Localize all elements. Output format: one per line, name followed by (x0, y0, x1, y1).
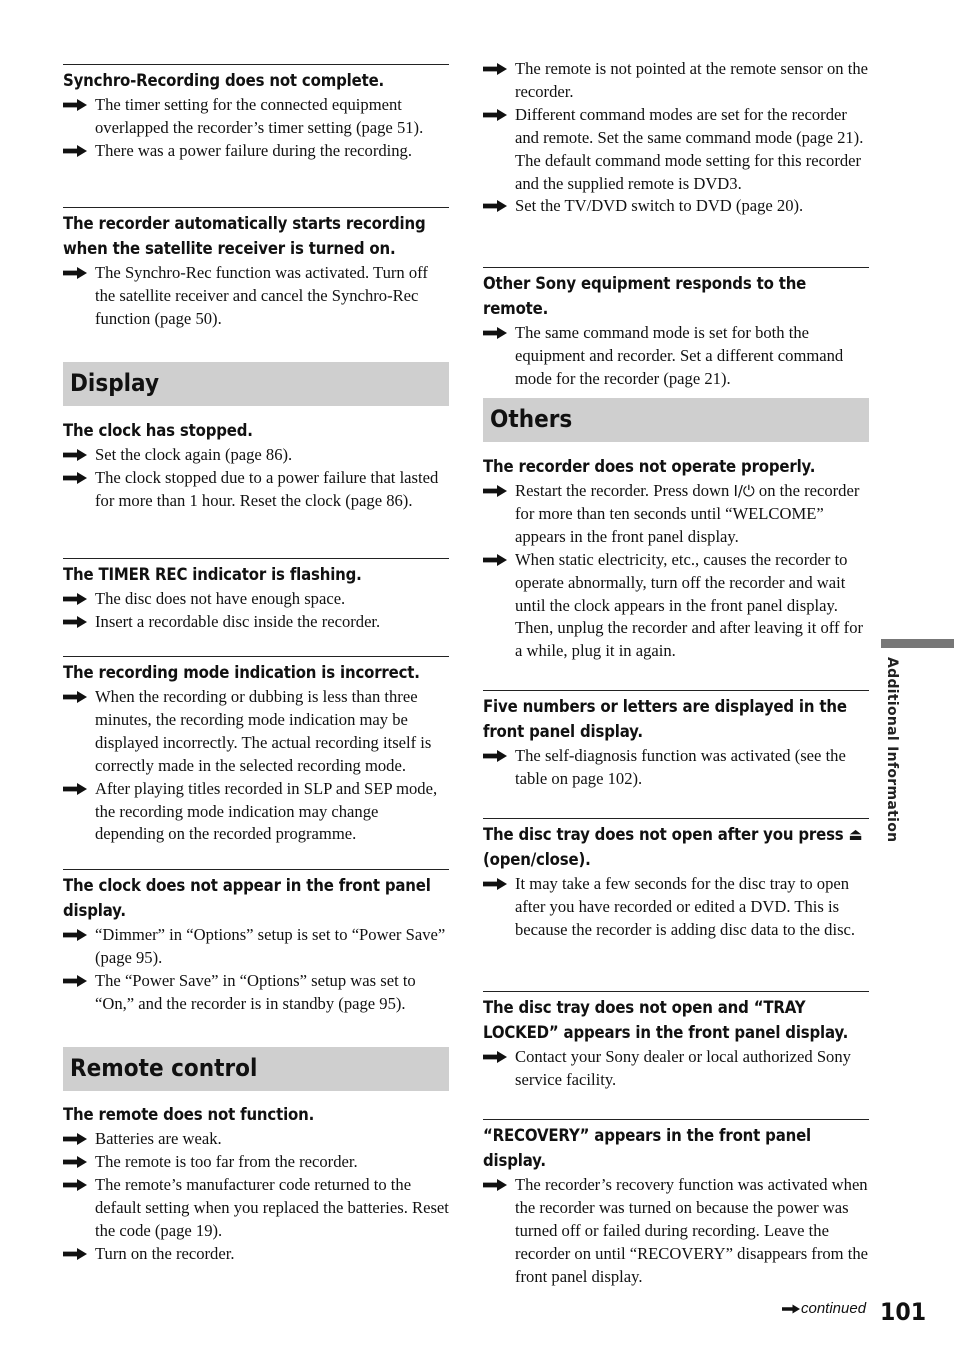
question-text: (open/close). (483, 850, 591, 870)
arrow-icon (63, 1133, 87, 1145)
topic-question: The remote does not function. (63, 1105, 315, 1125)
answer-item (63, 1128, 449, 1151)
answer-item (483, 1046, 869, 1092)
answer-text: When the recording or dubbing is less than three minutes, the recording mode indication may be displayed incorrectly. The actual recording itself is correctly made in the selected recording mode. (95, 687, 432, 775)
topic-question: Synchro-Recording does not complete. (63, 71, 385, 91)
answer-item (63, 1151, 449, 1174)
answer-text: Contact your Sony dealer or local authorized Sony service facility. (515, 1047, 851, 1089)
topic-question: The clock does not appear in the front panel display. (63, 876, 431, 921)
arrow-icon (63, 1179, 87, 1191)
answer-text: When static electricity, etc., causes the recorder to operate abnormally, turn off the recorder and wait until the clock appears in the front panel display. Then, unplug the recorder and after leaving it off for a while, plug it in again. (515, 549, 864, 661)
topic-question: The recording mode indication is incorrect. (63, 663, 420, 683)
answer-text: The “Power Save” in “Options” setup was set to “On,” and the recorder is in standby (page 95). (95, 970, 416, 1013)
topic-question: The disc tray does not open and “TRAY LOCKED” appears in the front panel display. (483, 998, 849, 1043)
answer-item (63, 1174, 449, 1243)
answer-text: The recorder’s recovery function was activated when the recorder was turned on because the power was turned off or failed during recording. Leave the recorder on until “RECOVERY” disappears from the front panel display. (515, 1175, 868, 1286)
section-title: Display (70, 369, 160, 397)
topic-remote-continued (483, 58, 869, 218)
answer-text: “Dimmer” in “Options” setup is set to “Power Save” (page 95). (95, 925, 446, 967)
arrow-icon (63, 145, 87, 157)
side-tab-label: Additional Information (884, 657, 900, 843)
topic-question (483, 823, 867, 873)
power-icon: I/⏻ (733, 482, 755, 500)
continued-text: continued (801, 1300, 867, 1317)
answer-item (63, 611, 449, 634)
side-tab-marker (881, 639, 954, 648)
section-header-others (483, 398, 869, 442)
answer-item (63, 686, 449, 778)
answer-item (63, 262, 449, 331)
answer-text: It may take a few seconds for the disc tray to open after you have recorded or edited a DVD. This is because the recorder is adding disc data to the disc. (515, 874, 856, 939)
answer-item (483, 549, 869, 664)
arrow-icon (483, 1051, 507, 1063)
page-number: 101 (880, 1298, 927, 1326)
answer-text: The remote’s manufacturer code returned to the default setting when you replaced the batteries. Reset the code (page 19). (95, 1174, 449, 1240)
answer-text: Batteries are weak. (95, 1129, 222, 1148)
topic-recording-mode (63, 656, 449, 846)
answer-item (483, 58, 869, 104)
answer-item (63, 1243, 449, 1266)
answer-text: Set the TV/DVD switch to DVD (page 20). (515, 196, 804, 216)
topic-question: The TIMER REC indicator is flashing. (63, 565, 362, 585)
answer-item (483, 873, 869, 942)
answer-text: The self-diagnosis function was activated (see the table on page 102). (515, 746, 846, 788)
answer-item (483, 480, 869, 549)
answer-item (63, 140, 449, 163)
answer-text: The disc does not have enough space. (95, 589, 346, 608)
topic-question: The clock has stopped. (63, 421, 253, 441)
arrow-icon (63, 975, 87, 987)
topic-remote-not-function (63, 1103, 449, 1265)
arrow-icon (63, 593, 87, 605)
arrow-icon (483, 109, 507, 121)
arrow-icon (483, 554, 507, 566)
arrow-icon (63, 691, 87, 703)
answer-text: Turn on the recorder. (95, 1243, 235, 1263)
topic-question: The recorder does not operate properly. (483, 457, 816, 477)
arrow-icon (483, 327, 507, 339)
topic-tray-locked (483, 991, 869, 1092)
arrow-icon (63, 99, 87, 111)
continued-note (782, 1300, 866, 1317)
answer-item (483, 195, 869, 218)
answer-text: on the recorder for more than ten seconds until “WELCOME” appears in the front panel display. (515, 481, 860, 546)
section-header-display (63, 362, 449, 406)
arrow-icon (483, 63, 507, 75)
topic-tray-not-open (483, 818, 869, 942)
answer-item (63, 924, 449, 970)
arrow-icon (63, 472, 87, 484)
topic-question: Five numbers or letters are displayed in the front panel display. (483, 697, 847, 742)
answer-text: The clock stopped due to a power failure that lasted for more than 1 hour. Reset the clock (page 86). (95, 467, 439, 510)
question-text: The disc tray does not open after you press (483, 825, 849, 845)
arrow-icon (782, 1304, 800, 1314)
arrow-icon (63, 929, 87, 941)
arrow-icon (483, 200, 507, 212)
arrow-icon (483, 878, 507, 890)
topic-clock-stopped (63, 419, 449, 513)
arrow-icon (63, 449, 87, 461)
answer-text: After playing titles recorded in SLP and SEP mode, the recording mode indication may change depending on the recorded programme. (95, 778, 438, 844)
answer-item (63, 444, 449, 467)
arrow-icon (63, 267, 87, 279)
answer-item (483, 322, 869, 391)
answer-item (483, 104, 869, 196)
answer-item (483, 745, 869, 791)
answer-text: The remote is too far from the recorder. (95, 1151, 358, 1171)
answer-item (63, 778, 449, 847)
topic-other-sony-equipment (483, 267, 869, 391)
arrow-icon (483, 485, 507, 497)
topic-question: The recorder automatically starts recording when the satellite receiver is turned on. (63, 214, 426, 259)
arrow-icon (63, 616, 87, 628)
answer-text: There was a power failure during the recording. (95, 140, 412, 160)
topic-synchro-recording (63, 64, 449, 163)
arrow-icon (483, 1179, 507, 1191)
topic-auto-start-recording (63, 207, 449, 331)
topic-question: Other Sony equipment responds to the remote. (483, 274, 807, 319)
section-title: Remote control (70, 1054, 258, 1082)
section-header-remote-control (63, 1047, 449, 1091)
arrow-icon (63, 783, 87, 795)
answer-text: The same command mode is set for both the equipment and recorder. Set a different command mode for the recorder (page 21). (515, 323, 844, 388)
topic-timer-rec-flashing (63, 558, 449, 634)
answer-text: Different command modes are set for the recorder and remote. Set the same command mode (page 21). The default command mode setting for this recorder and the supplied remote is DVD3. (515, 104, 864, 193)
answer-text: Restart the recorder. Press down (515, 481, 734, 500)
section-title: Others (490, 405, 573, 433)
answer-item (63, 970, 449, 1016)
answer-item (483, 1174, 869, 1289)
answer-text: The Synchro-Rec function was activated. Turn off the satellite receiver and cancel the Synchro-Rec function (page 50). (95, 263, 428, 328)
arrow-icon (483, 750, 507, 762)
answer-item (63, 588, 449, 611)
answer-item (63, 94, 449, 140)
answer-text: Set the clock again (page 86). (95, 445, 293, 464)
answer-text: The remote is not pointed at the remote sensor on the recorder. (515, 59, 868, 101)
answer-text: Insert a recordable disc inside the recorder. (95, 611, 381, 631)
topic-clock-not-appear (63, 869, 449, 1016)
answer-item (63, 467, 449, 513)
eject-icon: ⏏ (848, 825, 863, 845)
topic-question: “RECOVERY” appears in the front panel display. (483, 1126, 812, 1171)
topic-five-numbers (483, 690, 869, 791)
topic-not-operate-properly (483, 455, 869, 663)
topic-recovery (483, 1119, 869, 1289)
answer-text: The timer setting for the connected equipment overlapped the recorder’s timer setting (page 51). (95, 95, 424, 137)
arrow-icon (63, 1156, 87, 1168)
arrow-icon (63, 1248, 87, 1260)
